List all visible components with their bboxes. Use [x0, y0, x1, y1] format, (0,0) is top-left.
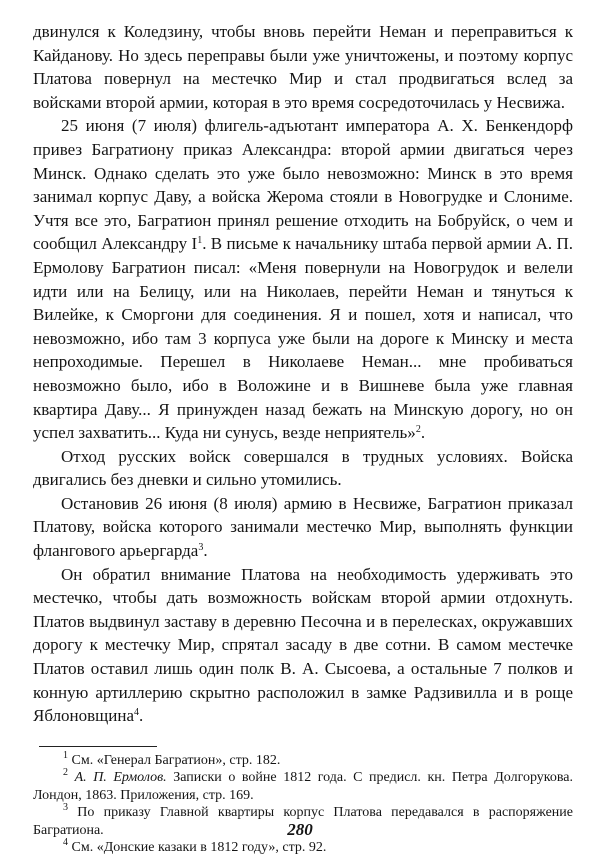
- footnote-text: По приказу Главной квартиры корпус Платова передавался в распоряжение Багратиона.: [33, 805, 573, 838]
- page-number: 280: [287, 820, 313, 839]
- footnote-ref-2[interactable]: 2: [415, 424, 421, 436]
- footnote-ref-1[interactable]: 1: [197, 235, 203, 247]
- paragraph-1-text: двинулся к Коледзину, чтобы вновь перейти Неман и переправиться к Кайданову. Но здесь переправы были уже уничтожены, и поэтому корпус Платова повернул на местечко Мир и стал продвигаться вслед за войсками второй армии, которая в это время сосредоточилась у Несвижа.: [33, 22, 573, 112]
- footnote-number: 4: [63, 837, 68, 849]
- paragraph-2-end: .: [420, 423, 426, 443]
- footnote-number: 3: [63, 802, 68, 814]
- paragraph-4: [33, 492, 573, 563]
- paragraph-5-end: .: [139, 706, 144, 726]
- paragraph-5-text: Он обратил внимание Платова на необходимость удерживать это местечко, чтобы дать возможность войскам второй армии отдохнуть. Платов выдвинул заставу в деревню Песочна и в перелесках, окружавших дорогу к местечку Мир, спрятал засаду в две сотни. В самом местечке Платов оставил лишь один полк В. А. Сысоева, а остальные 7 полков и конную артиллерию скрытно расположил в замке Радзивилла и в роще Яблоновщина: [33, 564, 573, 726]
- footnote-text: Записки о войне 1812 года. С предисл. кн. Петра Долгорукова. Лондон, 1863. Приложения, стр. 169.: [33, 770, 574, 803]
- footnote-text: См. «Донские казаки в 1812 году», стр. 92.: [71, 840, 327, 856]
- main-text: [33, 20, 573, 728]
- footnote-text: См. «Генерал Багратион», стр. 182.: [71, 752, 281, 768]
- footnote-ref-4[interactable]: 4: [134, 707, 140, 719]
- footnote-4: [33, 839, 573, 857]
- footnote-author: А. П. Ермолов.: [74, 770, 167, 786]
- paragraph-2: [33, 114, 573, 444]
- footnotes: [33, 749, 574, 857]
- footnote-divider: [39, 746, 157, 747]
- paragraph-3: [33, 445, 573, 492]
- footnote-2: [33, 769, 573, 804]
- footnote-1: [33, 749, 573, 770]
- paragraph-4-end: .: [203, 541, 208, 561]
- paragraph-2-text: 25 июня (7 июля) флигель-адъютант императора А. Х. Бенкендорф привез Багратиону приказ Александра: второй армии двигаться через Минск. Однако сделать это уже было невозможно: Минск в это время занимал корпус Даву, а войска Жерома стояли в Новогрудке и Слониме. Учтя все это, Багратион принял решение отходить на Бобруйск, о чем и сообщил Александру I: [33, 116, 573, 254]
- footnote-number: 1: [63, 749, 68, 761]
- footnote-ref-3[interactable]: 3: [198, 542, 204, 554]
- paragraph-2-continued: . В письме к начальнику штаба первой армии А. П. Ермолову Багратион писал: «Меня повернули на Новогрудок и велели идти или на Белицу, или на Николаев, перейти Неман и тянуться к Вилейке, к Сморгони для соединения. Я и пошел, хотя и написал, что невозможно, ибо там 3 корпуса уже были на дороге к Минску и места непроходимые. Перешел в Николаеве Неман... мне пробиваться невозможно было, ибо в Воложине и в Вишневе была уже главная квартира Даву... Я принужден назад бежать на Минскую дорогу, но он успел захватить... Куда ни сунусь, везде неприятель»: [33, 234, 573, 443]
- paragraph-5: [33, 563, 573, 728]
- paragraph-4-text: Остановив 26 июня (8 июля) армию в Несвиже, Багратион приказал Платову, войска которого занимали местечко Мир, выполнять функции флангового арьергарда: [33, 493, 573, 561]
- footnote-number: 2: [63, 767, 68, 779]
- paragraph-3-text: Отход русских войск совершался в трудных условиях. Войска двигались без дневки и сильно утомились.: [33, 446, 573, 490]
- paragraph-1: [33, 20, 573, 114]
